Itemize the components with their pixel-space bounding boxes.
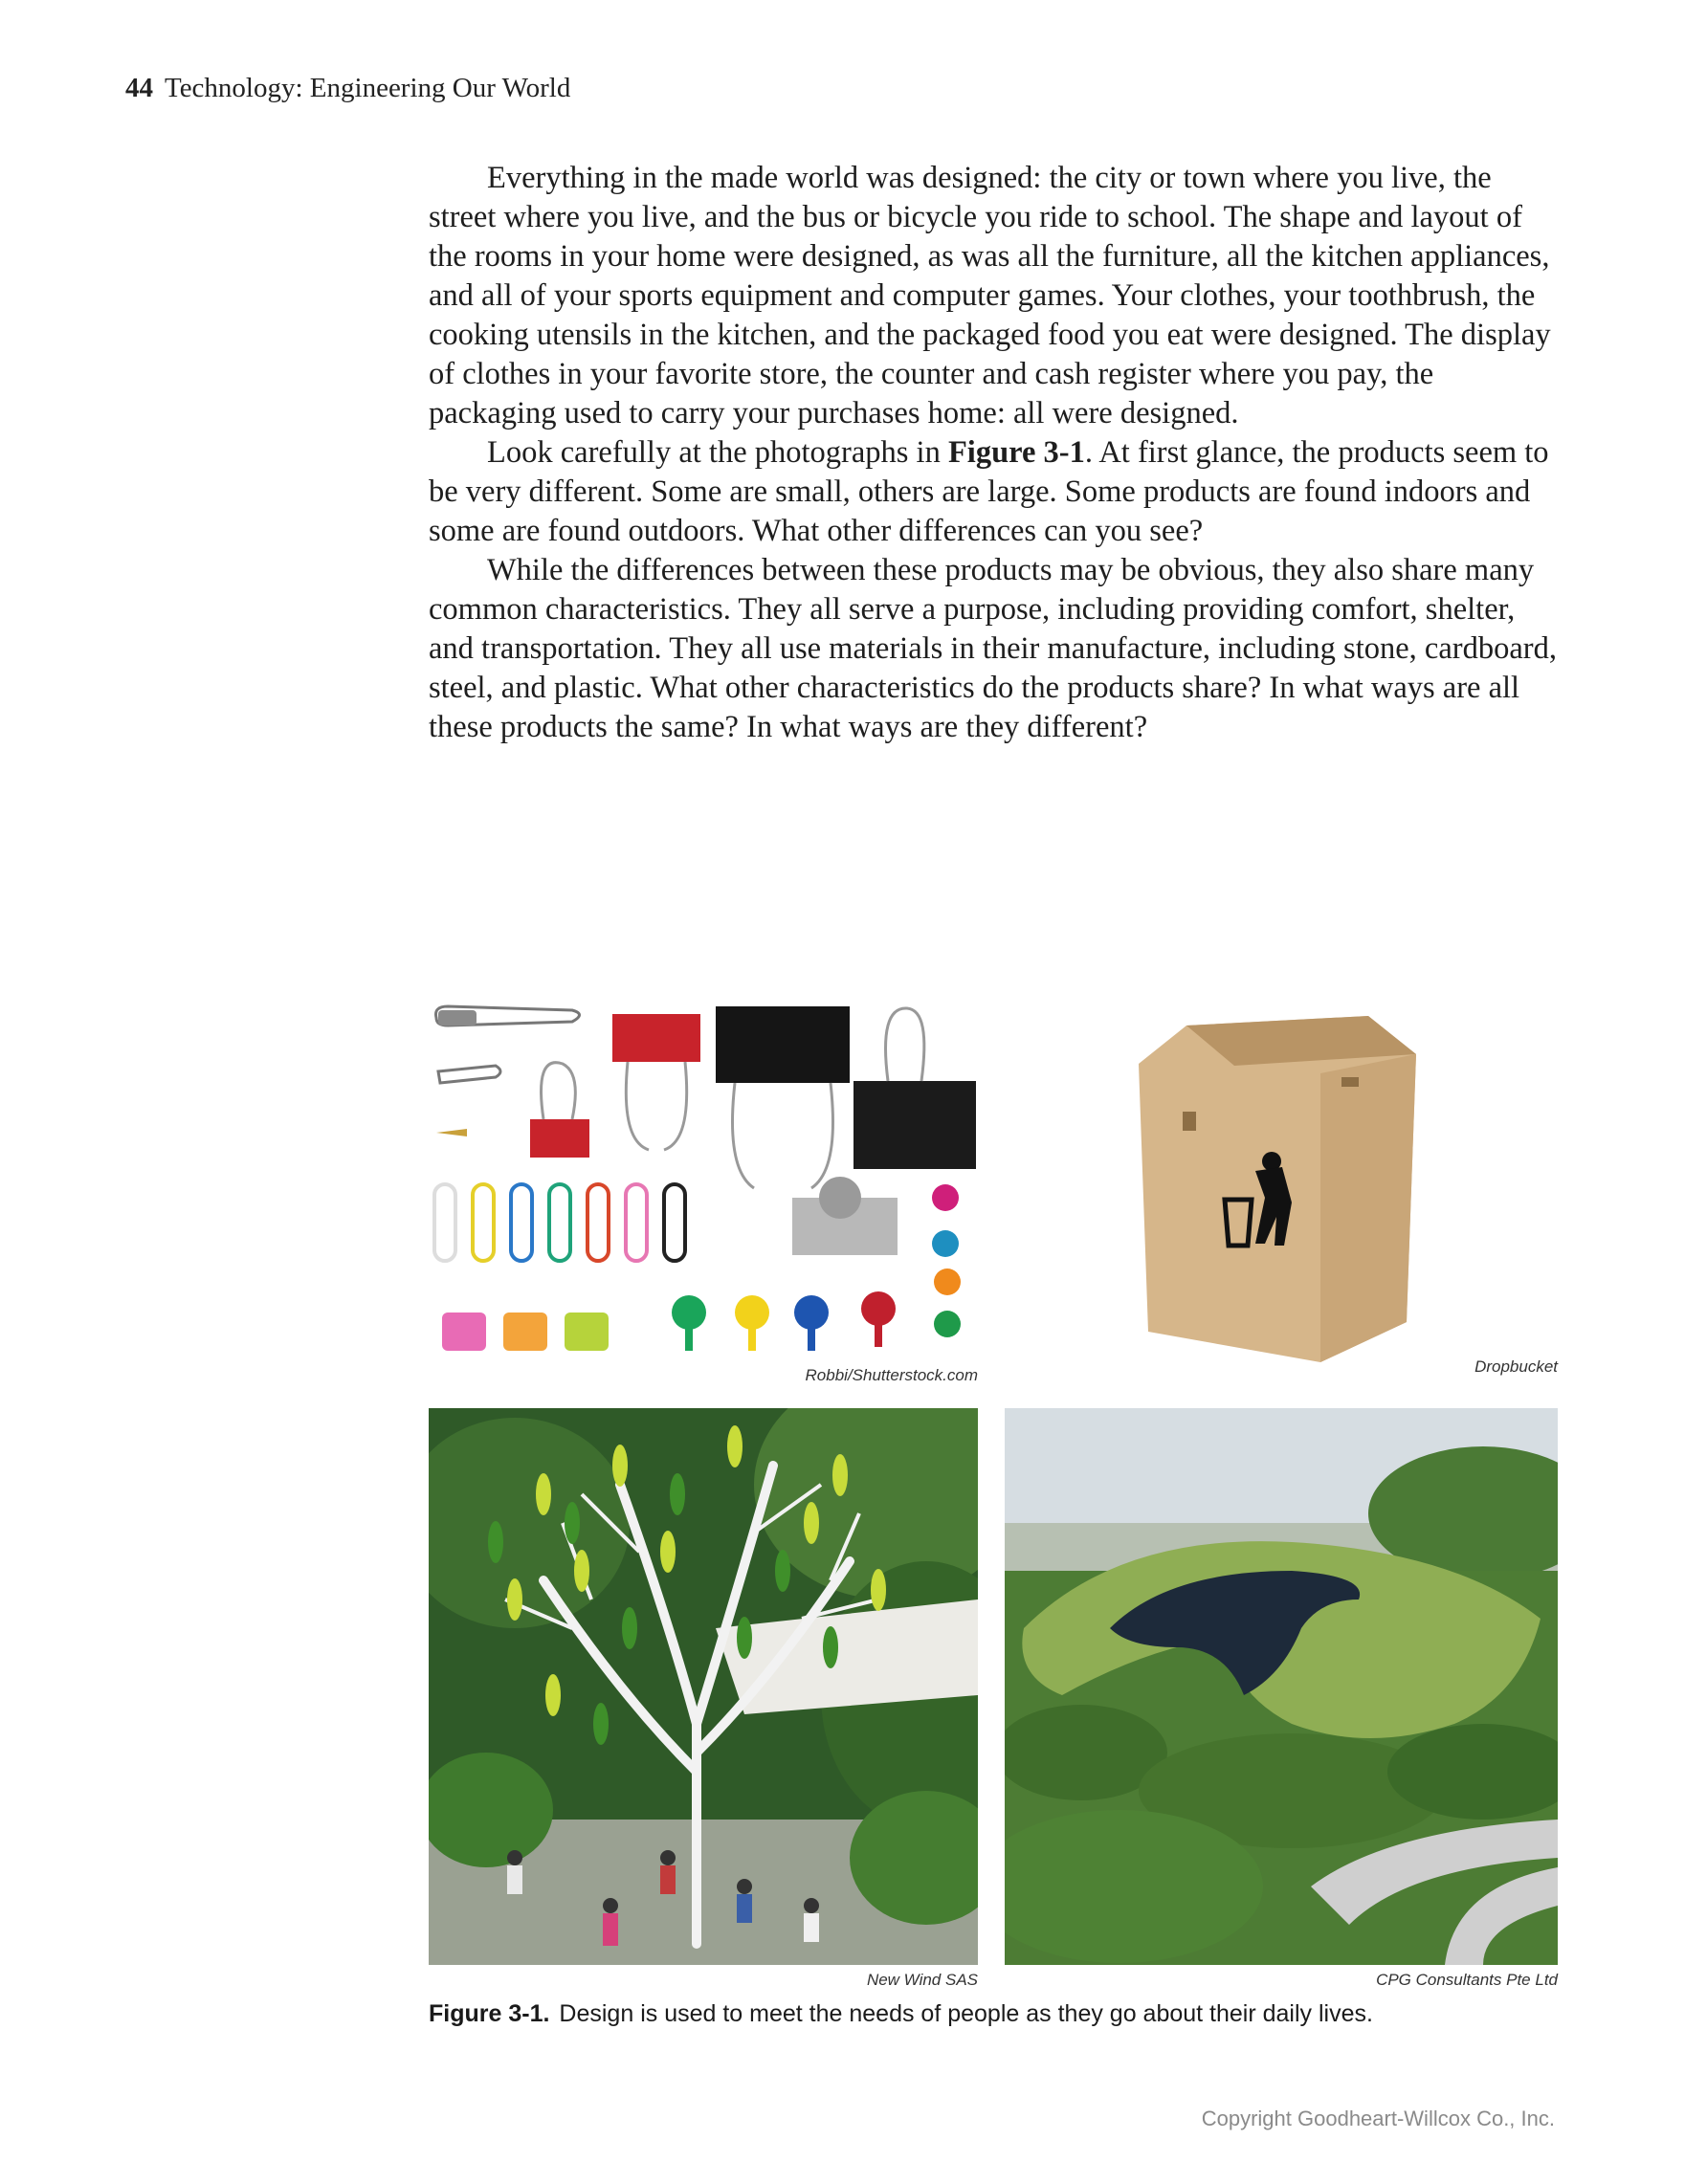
body-text bbox=[429, 159, 1558, 747]
book-title: Technology: Engineering Our World bbox=[165, 73, 571, 103]
paragraph-1: Everything in the made world was designed: the city or town where you live, the street where you live, and the bus or bicycle you ride to school. The shape and layout of the rooms in your home were designed, as was all the furniture, all the kitchen appliances, and all of your sports equipment and computer games. Your clothes, your toothbrush, the cooking utensils in the kitchen, and the packaged food you eat were designed. The display of clothes in your favorite store, the counter and cash register where you pay, the packaging used to carry your purchases home: all were designed. bbox=[429, 161, 1551, 430]
paragraph-3: While the differences between these products may be obvious, they also share many common characteristics. They all serve a purpose, including providing comfort, shelter, and transportation. They all use materials in their manufacture, including stone, cardboard, steel, and plastic. What other characteristics do the products share? In what ways are all these products the same? In what ways are they different? bbox=[429, 553, 1557, 744]
wind-tree-photo bbox=[429, 1408, 978, 1965]
office-supplies-photo bbox=[429, 997, 978, 1370]
cardboard-bin-photo bbox=[1005, 997, 1558, 1370]
figure-reference: Figure 3-1 bbox=[947, 435, 1085, 470]
figure-caption bbox=[429, 2000, 1558, 2028]
credit-cardboard-bin: Dropbucket bbox=[1474, 1357, 1558, 1376]
credit-green-roof: CPG Consultants Pte Ltd bbox=[1376, 1971, 1558, 1989]
green-roof-photo bbox=[1005, 1408, 1558, 1965]
credit-wind-tree: New Wind SAS bbox=[866, 1971, 978, 1989]
figure-caption-text: Design is used to meet the needs of people as they go about their daily lives. bbox=[559, 2000, 1373, 2027]
paragraph-2: Look carefully at the photographs in Figure 3-1. At first glance, the products seem to be very different. Some are small, others are large. Some products are found indoors and some are found outdoors. What other differences can you see? bbox=[429, 435, 1549, 548]
copyright-notice: Copyright Goodheart-Willcox Co., Inc. bbox=[1201, 2107, 1555, 2130]
running-header bbox=[125, 73, 570, 104]
credit-office-supplies: Robbi/Shutterstock.com bbox=[805, 1366, 978, 1384]
figure-label: Figure 3-1. bbox=[429, 2000, 550, 2027]
page-number: 44 bbox=[125, 73, 153, 103]
